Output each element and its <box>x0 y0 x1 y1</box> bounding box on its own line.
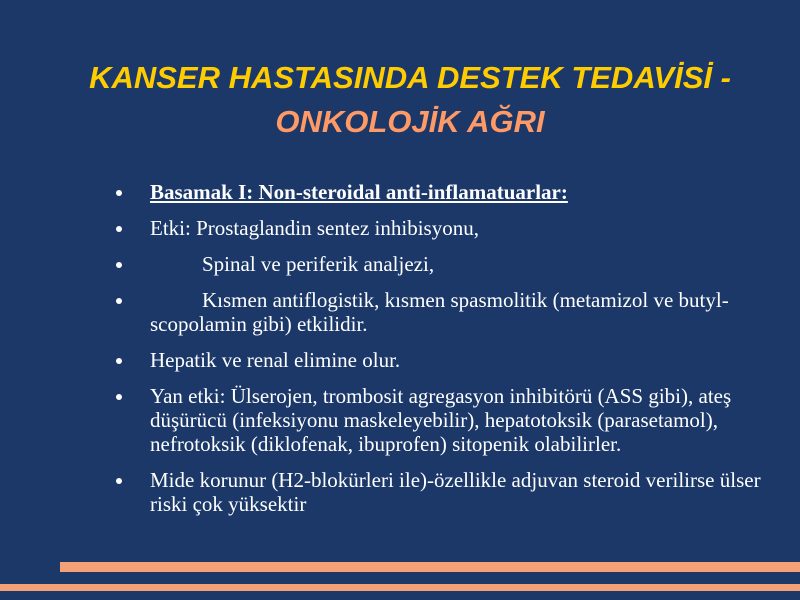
decorative-stripe-bottom <box>0 584 800 591</box>
bullet-text: Spinal ve periferik analjezi, <box>202 252 435 276</box>
bullet-dot-icon <box>116 262 122 268</box>
list-item <box>112 468 782 516</box>
bullet-text: Etki: Prostaglandin sentez inhibisyonu, <box>150 216 479 240</box>
bullet-dot-icon <box>116 358 122 364</box>
list-item <box>112 180 782 204</box>
bullet-dot-icon <box>116 190 122 196</box>
bullet-dot-icon <box>116 298 122 304</box>
bullet-text: Mide korunur (H2-blokürleri ile)-özellikle adjuvan steroid verilirse ülser riski çok yüksektir <box>150 468 761 516</box>
bullet-text: Hepatik ve renal elimine olur. <box>150 348 401 372</box>
title-accent: ONKOLOJİK AĞRI <box>275 104 545 139</box>
bullet-dot-icon <box>116 226 122 232</box>
slide-title <box>60 56 760 144</box>
list-item <box>112 252 782 276</box>
bullet-dot-icon <box>116 394 122 400</box>
bullet-list <box>112 180 782 528</box>
list-item <box>112 216 782 240</box>
list-item <box>112 384 782 456</box>
list-item <box>112 288 782 336</box>
list-item <box>112 348 782 372</box>
title-main: KANSER HASTASINDA DESTEK TEDAVİSİ - <box>89 60 731 95</box>
decorative-stripe-top <box>60 562 800 572</box>
bullet-text: Kısmen antiflogistik, kısmen spasmolitik (metamizol ve butyl-scopolamin gibi) etkilidir. <box>150 288 729 336</box>
bullet-dot-icon <box>116 478 122 484</box>
bullet-text: Yan etki: Ülserojen, trombosit agregasyon inhibitörü (ASS gibi), ateş düşürücü (infeksiyonu maskeleyebilir), hepatotoksik (parasetamol), nefrotoksik (diklofenak, ibuprofen) sitopenik olabilirler. <box>150 384 732 456</box>
bullet-text: Basamak I: Non-steroidal anti-inflamatuarlar: <box>150 180 568 204</box>
